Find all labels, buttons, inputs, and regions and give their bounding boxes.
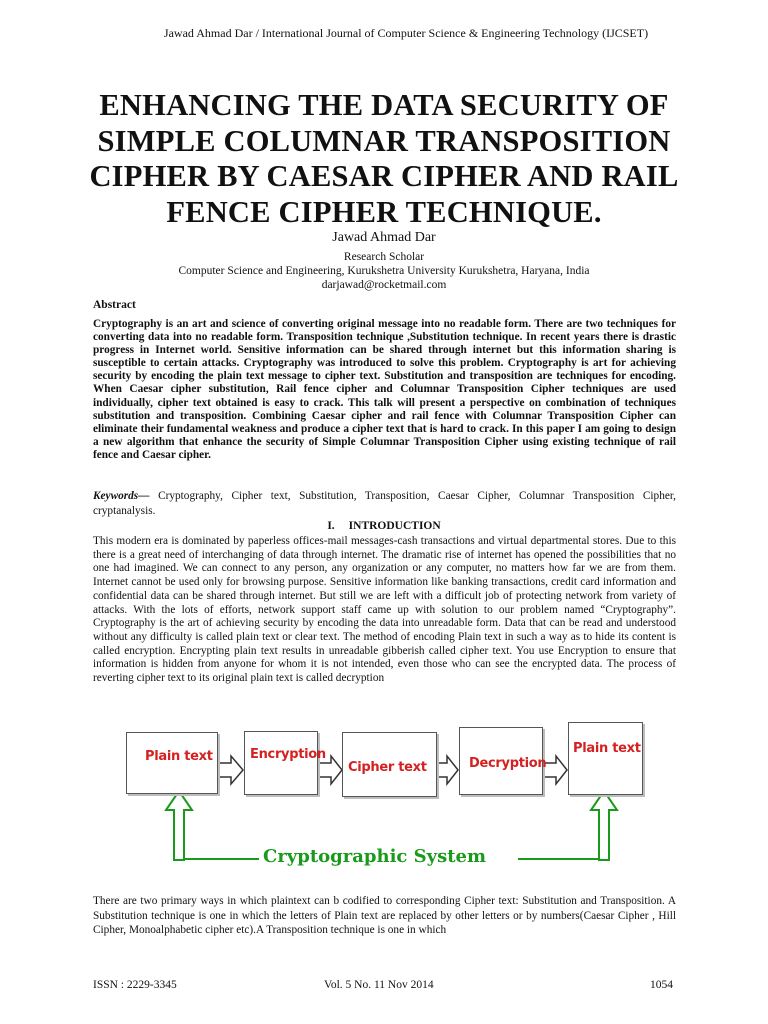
keywords [93, 489, 676, 518]
footer-page-number: 1054 [650, 979, 673, 991]
diagram-label-plain-text-output: Plain text [573, 741, 641, 756]
keywords-text: Cryptography, Cipher text, Substitution, Transposition, Caesar Cipher, Columnar Transposition Cipher, cryptanalysis. [93, 490, 676, 517]
diagram-label-cipher-text: Cipher text [348, 760, 427, 775]
paper-title: ENHANCING THE DATA SECURITY OF SIMPLE COLUMNAR TRANSPOSITION CIPHER BY CAESAR CIPHER AND RAIL FENCE CIPHER TECHNIQUE. [89, 88, 679, 229]
flow-arrow-1 [219, 756, 243, 784]
diagram-system-label: Cryptographic System [263, 846, 487, 867]
abstract-label: Abstract [93, 299, 136, 311]
green-up-arrow-right [591, 791, 617, 860]
continuation-text: There are two primary ways in which plaintext can b codified to corresponding Cipher text: Substitution and Transposition. A Substitution technique is one in which the letters of Plain text are replaced by other letters or by numbers(Caesar Cipher , Hill Cipher, Monoalphabetic cipher etc).A Transposition technique is one in which [93, 895, 676, 936]
section-heading [0, 520, 768, 532]
diagram-box-plain-text-output [568, 722, 643, 795]
cryptographic-system-diagram [126, 722, 646, 877]
abstract-text: Cryptography is an art and science of converting original message into no readable form. There are two techniques for converting data into no readable form. Transposition technique ,Substitution technique. In recent years there is drastic progress in Internet world. Sensitive information can be shared through internet but this information sharing is susceptible to certain attacks. Cryptography was introduced to solve this problem. Cryptography is art for achieving security by encoding the plain text message to cipher text. Substitution and transposition are techniques for encoding. When Caesar cipher substitution, Rail fence cipher and Columnar Transposition Cipher techniques are used individually, cipher text obtained is easy to crack. This talk will present a perspective on combination of techniques substitution and transposition. Combining Caesar cipher and rail fence with Columnar Transposition Cipher can eliminate their fundamental weakness and produce a cipher text that is hard to crack. In this paper I am going to design a new algorithm that enhance the security of Simple Columnar Transposition Cipher using existing technique of rail fence and Caesar cipher. [93, 318, 676, 461]
author-email: darjawad@rocketmail.com [321, 279, 447, 291]
section-number: I. [327, 520, 335, 532]
section-title: INTRODUCTION [348, 520, 441, 532]
diagram-label-decryption: Decryption [469, 756, 547, 771]
footer-volume: Vol. 5 No. 11 Nov 2014 [324, 979, 434, 991]
running-header: Jawad Ahmad Dar / International Journal of Computer Science & Engineering Technology (IJCSET) [163, 26, 649, 40]
author-affiliation: Computer Science and Engineering, Kurukshetra University Kurukshetra, Haryana, India [178, 265, 590, 277]
diagram-label-encryption: Encryption [250, 747, 326, 762]
author-role: Research Scholar [343, 251, 425, 263]
author-name: Jawad Ahmad Dar [332, 230, 436, 245]
introduction-text: This modern era is dominated by paperless offices-mail messages-cash transactions and virtual departmental stores. Due to this there is a great need of interchanging of data through internet. The dramatic rise of internet has opened the possibilities that no one had imagined. We can connect to any person, any organization or any computer, no matters how far we are from them. Internet cannot be used only for browsing purpose. Sensitive information like banking transactions, credit card information and confidential data can be shared through internet. But still we are left with a difficult job of protecting network from variety of attacks. With the lots of efforts, network support staff came up with solution to our problem named “Cryptography”. Cryptography is the art of achieving security by encoding the data into unreadable form. Data that can be read and understood without any difficulty is called plain text or clear text. The method of encoding Plain text in such a way as to hide its content is called encryption. Encrypting plain text results in unreadable gibberish called cipher text. You use Encryption to ensure that information is hidden from anyone for whom it is not intended, even those who can see the encrypted data. The process of reverting cipher text to its original plain text is called decryption [93, 535, 676, 685]
flow-arrow-3 [437, 756, 458, 784]
diagram-label-plain-text: Plain text [145, 749, 213, 764]
flow-arrow-4 [544, 756, 567, 784]
footer-issn: ISSN : 2229-3345 [93, 979, 177, 991]
green-up-arrow-left [166, 791, 192, 860]
diagram-box-encryption [244, 731, 318, 795]
keywords-label: Keywords— [93, 490, 150, 502]
